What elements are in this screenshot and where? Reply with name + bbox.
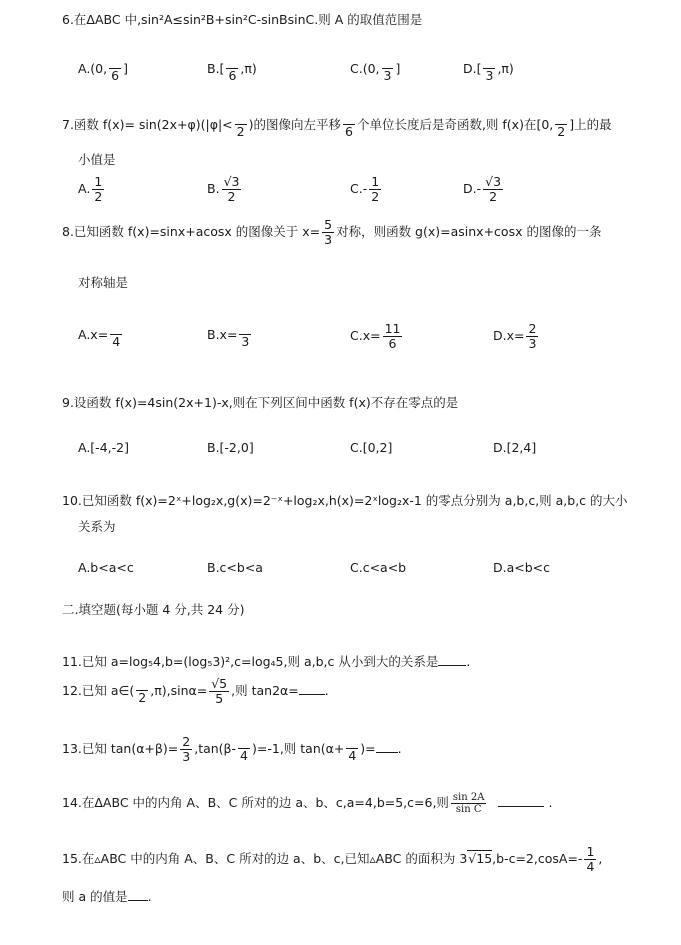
- q10-stem: 10.已知函数 f(x)=2ˣ+log₂x,g(x)=2⁻ˣ+log₂x,h(x)=2ˣlog₂x-1 的零点分别为 a,b,c,则 a,b,c 的大小: [62, 493, 628, 508]
- fraction: 3: [485, 68, 494, 83]
- q10-option-b[interactable]: B.c<b<a: [207, 560, 263, 575]
- sqrt-radical: √15: [468, 850, 493, 866]
- q9-stem: 9.设函数 f(x)=4sin(2x+1)-x,则在下列区间中函数 f(x)不存在零点的是: [62, 395, 459, 410]
- q10-option-c[interactable]: C.c<a<b: [350, 560, 407, 575]
- q15-line2: 则 a 的值是 .: [62, 889, 152, 904]
- q14: 14.在ΔABC 中的内角 A、B、C 所对的边 a、b、c,a=4,b=5,c=6,则 $\frac{\sin 2A}{\text{sin C}}$ .: [62, 792, 553, 815]
- q6-stem: 6.在ΔABC 中,sin²A≤sin²B+sin²C-sinBsinC.则 A 的取值范围是: [62, 12, 423, 27]
- q9-option-a[interactable]: A.[-4,-2]: [78, 440, 129, 455]
- q10-option-d[interactable]: D.a<b<c: [493, 560, 551, 575]
- answer-blank[interactable]: [299, 694, 325, 695]
- q11: 11.已知 a=log₅4,b=(log₅3)²,c=log₄5,则 a,b,c 从小到大的关系是 .: [62, 654, 471, 669]
- fraction: 6: [228, 68, 237, 83]
- q9-option-d[interactable]: D.[2,4]: [493, 440, 537, 455]
- answer-blank[interactable]: [128, 900, 148, 901]
- q7-option-c[interactable]: C.- $\frac{1}{2}$: [350, 174, 380, 204]
- q8-stem: 8.已知函数 f(x)=sinx+acosx 的图像关于 x= $\frac{5}{3}$ 对称，则函数 g(x)=asinx+cosx 的图像的一条: [62, 217, 602, 247]
- q8-option-a[interactable]: A.x= 4: [78, 326, 121, 349]
- fraction: 3: [383, 68, 392, 83]
- q9-option-c[interactable]: C.[0,2]: [350, 440, 393, 455]
- q6-option-c[interactable]: C.(0, 3 ]: [350, 56, 400, 83]
- q8-option-c[interactable]: C.x= $\frac{11}{6}$: [350, 321, 401, 351]
- q13: 13.已知 tan(α+β)= $\frac{2}{3}$ ,tan(β- 4 )=-1,则 tan(α+ 4 )= .: [62, 734, 402, 764]
- q15: 15.在▵ABC 中的内角 A、B、C 所对的边 a、b、c,已知▵ABC 的面积为 3√15,b-c=2,cosA=- $\frac{1}{4}$ ,: [62, 844, 603, 874]
- q12: 12.已知 a∈( 2 ,π),sinα= $\frac{√5}{5}$ ,则 tan2α= .: [62, 676, 329, 706]
- section-heading: 二.填空题(每小题 4 分,共 24 分): [62, 602, 245, 617]
- q8-option-b[interactable]: B.x= 3: [207, 326, 250, 349]
- q8-stem-line2: 对称轴是: [78, 275, 129, 290]
- q7-option-d[interactable]: D.- $\frac{√3}{2}$: [463, 174, 502, 204]
- q6-option-b[interactable]: B.[ 6 ,π): [207, 56, 257, 83]
- q7-option-a[interactable]: A. $\frac{1}{2}$: [78, 174, 103, 204]
- answer-blank[interactable]: [438, 665, 466, 666]
- q10-stem-line2: 关系为: [78, 519, 116, 534]
- answer-blank[interactable]: [498, 806, 544, 807]
- q6-option-a[interactable]: A.(0, 6 ]: [78, 56, 128, 83]
- fraction: 6: [111, 68, 120, 83]
- q7-stem-line2: 小值是: [78, 152, 116, 167]
- q6-option-d[interactable]: D.[ 3 ,π): [463, 56, 514, 83]
- q7-option-b[interactable]: B. $\frac{√3}{2}$: [207, 174, 240, 204]
- answer-blank[interactable]: [376, 752, 398, 753]
- q10-option-a[interactable]: A.b<a<c: [78, 560, 134, 575]
- q7-stem: 7.函数 f(x)= sin(2x+φ)(|φ|< 2 )的图像向左平移 6 个单位长度后是奇函数,则 f(x)在[0, 2 ]上的最: [62, 116, 612, 139]
- q9-option-b[interactable]: B.[-2,0]: [207, 440, 254, 455]
- q8-option-d[interactable]: D.x= $\frac{2}{3}$: [493, 321, 537, 351]
